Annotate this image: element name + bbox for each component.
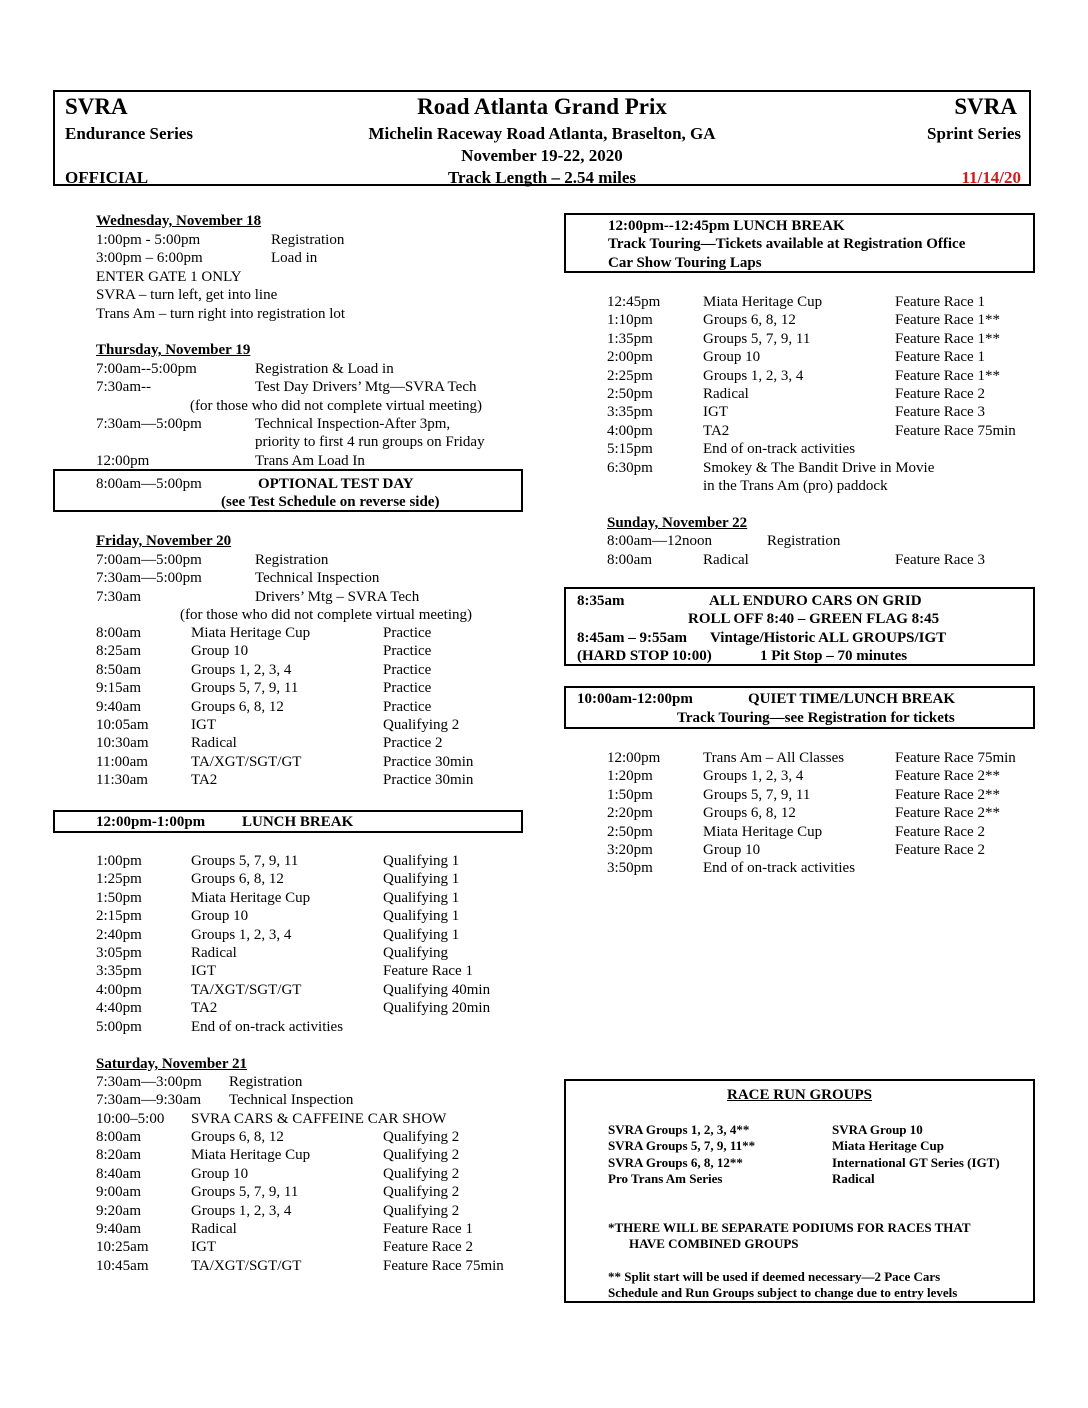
run-group-item: Radical — [832, 1171, 875, 1186]
schedule-event: Miata Heritage Cup — [703, 824, 823, 840]
schedule-time: 8:00am—12noon — [607, 533, 712, 549]
schedule-event: Test Day Drivers’ Mtg—SVRA Tech — [255, 379, 477, 395]
header-venue: Michelin Raceway Road Atlanta, Braselton, GA — [368, 124, 716, 143]
schedule-time: 3:05pm — [96, 945, 142, 961]
schedule-session: Feature Race 1 — [895, 294, 985, 310]
schedule-event: Radical — [191, 1221, 237, 1237]
schedule-event: TA/XGT/SGT/GT — [191, 754, 302, 770]
schedule-event: IGT — [191, 963, 216, 979]
schedule-time: 2:20pm — [607, 805, 653, 821]
schedule-note: SVRA – turn left, get into line — [96, 287, 278, 303]
schedule-time: 10:00–5:00 — [96, 1111, 165, 1127]
schedule-session: Qualifying 1 — [383, 927, 460, 943]
schedule-time: 2:40pm — [96, 927, 142, 943]
schedule-session: Feature Race 1** — [895, 312, 1000, 328]
schedule-time: 8:20am — [96, 1147, 141, 1163]
schedule-session: Qualifying — [383, 945, 448, 961]
enduro-roll-off: ROLL OFF 8:40 – GREEN FLAG 8:45 — [688, 611, 940, 627]
schedule-time: 1:00pm - 5:00pm — [96, 232, 201, 248]
schedule-time: 9:15am — [96, 680, 141, 696]
header-right-title: SVRA — [954, 94, 1017, 119]
enduro-hard-stop: (HARD STOP 10:00) — [577, 648, 712, 664]
schedule-event: Load in — [271, 250, 318, 266]
schedule-session: Qualifying 2 — [383, 1129, 460, 1145]
schedule-event: Miata Heritage Cup — [191, 890, 311, 906]
run-group-item: SVRA Groups 6, 8, 12** — [608, 1155, 743, 1170]
header-left-series: Endurance Series — [65, 124, 193, 143]
quiet-time-label: QUIET TIME/LUNCH BREAK — [748, 691, 955, 707]
schedule-time: 2:50pm — [607, 824, 653, 840]
schedule-session: Feature Race 75min — [383, 1258, 504, 1274]
schedule-time: 7:30am-- — [96, 379, 151, 395]
podium-note: *THERE WILL BE SEPARATE PODIUMS FOR RACES THAT — [608, 1220, 971, 1235]
saturday-lunch-box — [564, 213, 1035, 273]
enduro-box — [564, 587, 1035, 666]
schedule-event: Technical Inspection-After 3pm, — [255, 416, 451, 432]
run-group-item: International GT Series (IGT) — [832, 1155, 1000, 1170]
schedule-session: Qualifying 20min — [383, 1000, 491, 1016]
schedule-event: Group 10 — [703, 842, 761, 858]
schedule-event: Groups 1, 2, 3, 4 — [703, 768, 804, 784]
schedule-time: 9:40am — [96, 1221, 141, 1237]
schedule-event: Registration — [767, 533, 841, 549]
schedule-session: Feature Race 2** — [895, 768, 1000, 784]
schedule-event: Groups 1, 2, 3, 4 — [703, 368, 804, 384]
schedule-session: Qualifying 2 — [383, 717, 460, 733]
schedule-event: End of on-track activities — [703, 860, 856, 876]
schedule-event: Smokey & The Bandit Drive in Movie — [703, 460, 935, 476]
schedule-time: 1:20pm — [607, 768, 653, 784]
schedule-note: ENTER GATE 1 ONLY — [96, 269, 242, 285]
quiet-time-time: 10:00am-12:00pm — [577, 691, 693, 707]
schedule-session: Practice — [383, 643, 432, 659]
schedule-event: Miata Heritage Cup — [703, 294, 823, 310]
schedule-event: Groups 5, 7, 9, 11 — [191, 680, 299, 696]
schedule-session: Feature Race 1** — [895, 368, 1000, 384]
schedule-event: Groups 6, 8, 12 — [703, 805, 796, 821]
schedule-time: 4:00pm — [607, 423, 653, 439]
friday-lunch-box — [53, 810, 523, 833]
schedule-session: Feature Race 2 — [383, 1239, 473, 1255]
schedule-event: Radical — [703, 552, 749, 568]
schedule-time: 4:40pm — [96, 1000, 142, 1016]
schedule-time: 7:00am—5:00pm — [96, 552, 202, 568]
schedule-session: Qualifying 1 — [383, 908, 460, 924]
schedule-event: SVRA CARS & CAFFEINE CAR SHOW — [191, 1111, 447, 1127]
schedule-event: Registration — [255, 552, 329, 568]
schedule-session: Feature Race 2** — [895, 805, 1000, 821]
schedule-session: Feature Race 3 — [895, 404, 985, 420]
schedule-event: Groups 1, 2, 3, 4 — [191, 927, 292, 943]
schedule-event: Group 10 — [191, 908, 249, 924]
enduro-race-time: 8:45am – 9:55am — [577, 630, 687, 646]
test-day-label: OPTIONAL TEST DAY — [258, 476, 414, 492]
schedule-session: Feature Race 1 — [895, 349, 985, 365]
header-dates: November 19-22, 2020 — [461, 146, 623, 165]
podium-note: HAVE COMBINED GROUPS — [629, 1236, 799, 1251]
schedule-time: 11:00am — [96, 754, 148, 770]
schedule-time: 5:00pm — [96, 1019, 142, 1035]
schedule-time: 8:25am — [96, 643, 141, 659]
friday-lunch-time: 12:00pm-1:00pm — [96, 814, 206, 830]
schedule-session: Qualifying 2 — [383, 1147, 460, 1163]
schedule-time: 1:35pm — [607, 331, 653, 347]
schedule-time: 9:20am — [96, 1203, 141, 1219]
friday-heading: Friday, November 20 — [96, 533, 232, 549]
split-start-note: ** Split start will be used if deemed necessary—2 Pace Cars — [608, 1269, 941, 1284]
schedule-time: 1:10pm — [607, 312, 653, 328]
run-group-item: SVRA Groups 1, 2, 3, 4** — [608, 1122, 750, 1137]
quiet-time-note: Track Touring—see Registration for tickets — [677, 710, 955, 726]
schedule-event: Groups 1, 2, 3, 4 — [191, 662, 292, 678]
schedule-time: 1:25pm — [96, 871, 142, 887]
schedule-event: IGT — [703, 404, 728, 420]
schedule-time: 10:30am — [96, 735, 149, 751]
schedule-session: Qualifying 1 — [383, 871, 460, 887]
schedule-event: Groups 6, 8, 12 — [703, 312, 796, 328]
schedule-time: 1:50pm — [96, 890, 142, 906]
schedule-event: IGT — [191, 717, 216, 733]
schedule-session: Practice 30min — [383, 754, 474, 770]
schedule-event: TA/XGT/SGT/GT — [191, 982, 302, 998]
schedule-event: Technical Inspection — [229, 1092, 354, 1108]
header-right-series: Sprint Series — [927, 124, 1021, 143]
header-track-length: Track Length – 2.54 miles — [447, 168, 637, 187]
header-box — [53, 90, 1031, 186]
schedule-event: Group 10 — [191, 643, 249, 659]
enduro-grid-text: ALL ENDURO CARS ON GRID — [709, 593, 922, 609]
schedule-time: 1:50pm — [607, 787, 653, 803]
schedule-note: priority to first 4 run groups on Friday — [255, 434, 485, 450]
schedule-event: Registration — [271, 232, 345, 248]
schedule-session: Practice 30min — [383, 772, 474, 788]
wednesday-heading: Wednesday, November 18 — [96, 213, 262, 229]
schedule-event: Groups 5, 7, 9, 11 — [191, 1184, 299, 1200]
schedule-session: Practice — [383, 662, 432, 678]
schedule-event: Groups 5, 7, 9, 11 — [703, 331, 811, 347]
schedule-note: Trans Am – turn right into registration lot — [96, 306, 346, 322]
schedule-event: IGT — [191, 1239, 216, 1255]
schedule-event: Miata Heritage Cup — [191, 625, 311, 641]
schedule-time: 2:00pm — [607, 349, 653, 365]
schedule-event: Trans Am – All Classes — [703, 750, 845, 766]
schedule-event: Miata Heritage Cup — [191, 1147, 311, 1163]
saturday-lunch-line: 12:00pm--12:45pm LUNCH BREAK — [608, 218, 845, 234]
schedule-time: 3:20pm — [607, 842, 653, 858]
schedule-time: 6:30pm — [607, 460, 653, 476]
schedule-session: Practice — [383, 680, 432, 696]
enduro-pit-stop: 1 Pit Stop – 70 minutes — [760, 648, 908, 664]
schedule-note: (for those who did not complete virtual meeting) — [180, 607, 473, 623]
schedule-event: Registration — [229, 1074, 303, 1090]
schedule-time: 2:25pm — [607, 368, 653, 384]
schedule-session: Feature Race 1 — [383, 963, 473, 979]
schedule-time: 8:40am — [96, 1166, 141, 1182]
schedule-time: 8:00am — [96, 625, 141, 641]
schedule-time: 5:15pm — [607, 441, 653, 457]
run-groups-title: RACE RUN GROUPS — [726, 1087, 872, 1103]
schedule-event: Radical — [191, 735, 237, 751]
schedule-time: 12:45pm — [607, 294, 661, 310]
schedule-time: 7:30am — [96, 589, 141, 605]
sunday-heading: Sunday, November 22 — [607, 515, 748, 531]
schedule-event: TA/XGT/SGT/GT — [191, 1258, 302, 1274]
schedule-session: Qualifying 1 — [383, 853, 460, 869]
enduro-race-text: Vintage/Historic ALL GROUPS/IGT — [710, 630, 947, 646]
thursday-heading: Thursday, November 19 — [96, 342, 251, 358]
schedule-session: Qualifying 2 — [383, 1184, 460, 1200]
schedule-event: Groups 5, 7, 9, 11 — [703, 787, 811, 803]
schedule-event: Trans Am Load In — [255, 453, 365, 469]
schedule-time: 7:30am—5:00pm — [96, 416, 202, 432]
schedule-time: 3:00pm – 6:00pm — [96, 250, 203, 266]
schedule-session: Practice 2 — [383, 735, 443, 751]
optional-test-day-box — [53, 469, 523, 512]
schedule-event: End of on-track activities — [191, 1019, 344, 1035]
schedule-time: 1:00pm — [96, 853, 142, 869]
schedule-time: 7:00am--5:00pm — [96, 361, 197, 377]
track-touring-line: Track Touring—Tickets available at Registration Office — [608, 236, 966, 252]
test-day-time: 8:00am—5:00pm — [96, 476, 202, 492]
run-group-item: SVRA Group 10 — [832, 1122, 923, 1137]
schedule-event: Groups 1, 2, 3, 4 — [191, 1203, 292, 1219]
schedule-event: Radical — [703, 386, 749, 402]
schedule-session: Feature Race 2 — [895, 842, 985, 858]
schedule-event: Groups 6, 8, 12 — [191, 1129, 284, 1145]
schedule-session: Qualifying 1 — [383, 890, 460, 906]
schedule-time: 11:30am — [96, 772, 148, 788]
enduro-grid-time: 8:35am — [577, 593, 625, 609]
schedule-session: Feature Race 3 — [895, 552, 985, 568]
saturday-heading: Saturday, November 21 — [96, 1056, 247, 1072]
schedule-event: End of on-track activities — [703, 441, 856, 457]
schedule-note: in the Trans Am (pro) paddock — [703, 478, 888, 494]
header-left-title: SVRA — [65, 94, 128, 119]
schedule-time: 10:25am — [96, 1239, 149, 1255]
schedule-note: (for those who did not complete virtual meeting) — [190, 398, 483, 414]
schedule-session: Feature Race 75min — [895, 750, 1016, 766]
schedule-event: Registration & Load in — [255, 361, 394, 377]
schedule-session: Qualifying 2 — [383, 1203, 460, 1219]
schedule-time: 4:00pm — [96, 982, 142, 998]
schedule-event: TA2 — [191, 772, 218, 788]
schedule-session: Qualifying 2 — [383, 1166, 460, 1182]
schedule-event: TA2 — [703, 423, 730, 439]
test-day-note: (see Test Schedule on reverse side) — [221, 494, 440, 510]
header-revision-date: 11/14/20 — [961, 168, 1021, 187]
schedule-event: Group 10 — [703, 349, 761, 365]
schedule-time: 3:35pm — [96, 963, 142, 979]
schedule-time: 12:00pm — [607, 750, 661, 766]
schedule-session: Feature Race 1** — [895, 331, 1000, 347]
run-group-item: SVRA Groups 5, 7, 9, 11** — [608, 1138, 756, 1153]
schedule-time: 2:50pm — [607, 386, 653, 402]
schedule-time: 3:35pm — [607, 404, 653, 420]
schedule-time: 10:05am — [96, 717, 149, 733]
schedule-session: Feature Race 2 — [895, 824, 985, 840]
schedule-event: Groups 6, 8, 12 — [191, 871, 284, 887]
schedule-event: Radical — [191, 945, 237, 961]
run-group-item: Pro Trans Am Series — [608, 1171, 723, 1186]
schedule-time: 9:00am — [96, 1184, 141, 1200]
header-official: OFFICIAL — [65, 168, 149, 187]
race-run-groups-box — [564, 1079, 1035, 1303]
schedule-change-note: Schedule and Run Groups subject to change due to entry levels — [608, 1285, 958, 1300]
schedule-time: 3:50pm — [607, 860, 653, 876]
schedule-time: 7:30am—3:00pm — [96, 1074, 202, 1090]
schedule-time: 9:40am — [96, 699, 141, 715]
schedule-time: 10:45am — [96, 1258, 149, 1274]
car-show-touring-line: Car Show Touring Laps — [608, 255, 762, 271]
schedule-time: 2:15pm — [96, 908, 142, 924]
schedule-time: 8:00am — [607, 552, 652, 568]
quiet-time-box — [564, 686, 1035, 729]
schedule-event: Technical Inspection — [255, 570, 380, 586]
schedule-event: Groups 6, 8, 12 — [191, 699, 284, 715]
friday-lunch-label: LUNCH BREAK — [242, 814, 354, 830]
schedule-session: Feature Race 1 — [383, 1221, 473, 1237]
schedule-session: Practice — [383, 699, 432, 715]
schedule-time: 12:00pm — [96, 453, 150, 469]
schedule-time: 8:00am — [96, 1129, 141, 1145]
schedule-event: Groups 5, 7, 9, 11 — [191, 853, 299, 869]
schedule-event: Group 10 — [191, 1166, 249, 1182]
run-group-item: Miata Heritage Cup — [832, 1138, 944, 1153]
schedule-time: 8:50am — [96, 662, 141, 678]
schedule-event: Drivers’ Mtg – SVRA Tech — [255, 589, 420, 605]
header-event-title: Road Atlanta Grand Prix — [417, 94, 667, 119]
schedule-event: TA2 — [191, 1000, 218, 1016]
schedule-time: 7:30am—5:00pm — [96, 570, 202, 586]
schedule-session: Feature Race 75min — [895, 423, 1016, 439]
schedule-time: 7:30am—9:30am — [96, 1092, 201, 1108]
schedule-session: Practice — [383, 625, 432, 641]
schedule-session: Feature Race 2** — [895, 787, 1000, 803]
schedule-session: Feature Race 2 — [895, 386, 985, 402]
schedule-session: Qualifying 40min — [383, 982, 491, 998]
